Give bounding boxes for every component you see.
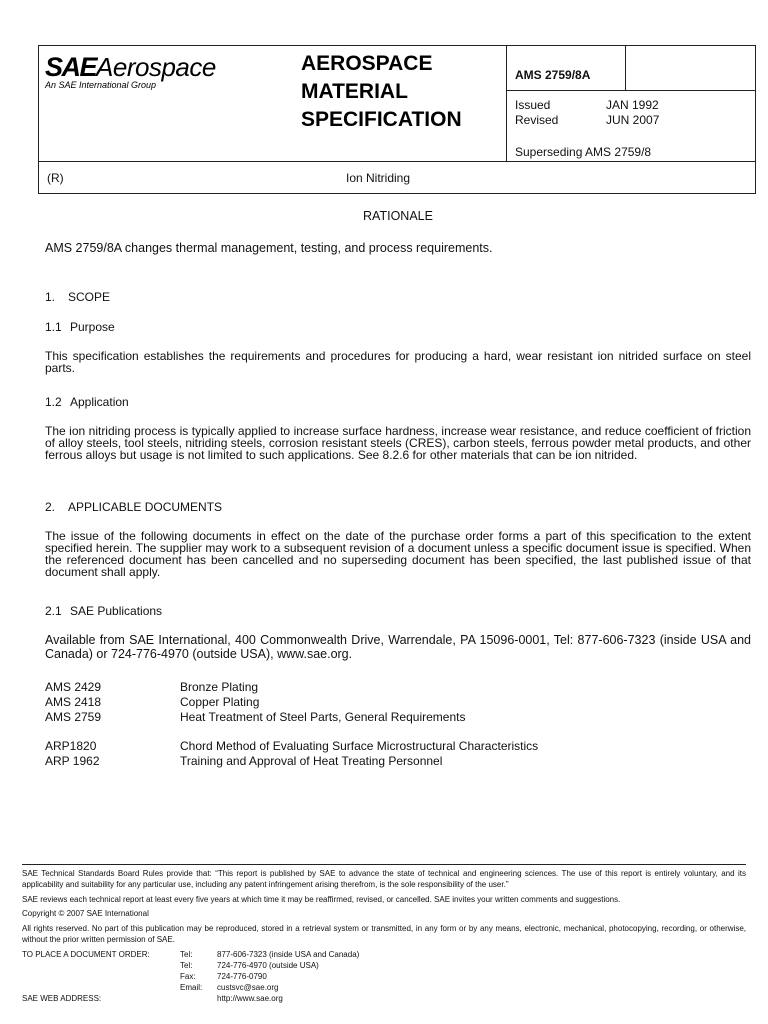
fax-label: Fax: bbox=[180, 972, 196, 981]
section-1-1-number: 1.1 bbox=[45, 320, 62, 334]
section-1-2-number: 1.2 bbox=[45, 395, 62, 409]
document-order-info bbox=[22, 949, 359, 1004]
header-divider-2 bbox=[625, 46, 626, 91]
section-2-title: APPLICABLE DOCUMENTS bbox=[68, 500, 223, 514]
revised-label: Revised bbox=[515, 113, 559, 127]
reference-title: Copper Plating bbox=[180, 695, 260, 709]
revision-mark: (R) bbox=[47, 171, 64, 185]
reference-code: AMS 2759 bbox=[45, 710, 102, 724]
section-2-1-title: SAE Publications bbox=[70, 604, 163, 618]
reference-title: Heat Treatment of Steel Parts, General Requirements bbox=[180, 710, 466, 724]
footer-rules-text: SAE Technical Standards Board Rules provide that: “This report is published by SAE to advance the state of technical and engineering sciences. The use of this report is entirely voluntary, and its applicability and suitability for any particular use, including any patent infringement arising therefrom, is the sole responsibility of the user.” bbox=[22, 869, 746, 889]
reference-row bbox=[45, 739, 538, 754]
title-line-2: MATERIAL bbox=[301, 80, 408, 103]
reference-row bbox=[45, 710, 465, 725]
section-1-1-heading bbox=[45, 320, 115, 334]
footer-rule bbox=[22, 864, 746, 865]
rationale-heading: RATIONALE bbox=[363, 209, 433, 223]
issued-date: JAN 1992 bbox=[606, 98, 659, 112]
document-number: AMS 2759/8A bbox=[515, 68, 591, 82]
rationale-text: AMS 2759/8A changes thermal management, testing, and process requirements. bbox=[45, 241, 493, 255]
reference-title: Training and Approval of Heat Treating Personnel bbox=[180, 754, 443, 768]
title-line-3: SPECIFICATION bbox=[301, 108, 462, 131]
header-divider-1 bbox=[506, 46, 507, 161]
section-1-1-title: Purpose bbox=[70, 320, 115, 334]
superseding: Superseding AMS 2759/8 bbox=[515, 145, 652, 159]
logo-aerospace: Aerospace bbox=[96, 52, 216, 82]
section-1-title: SCOPE bbox=[68, 290, 111, 304]
section-1-2-title: Application bbox=[70, 395, 129, 409]
footer-copyright: Copyright © 2007 SAE International bbox=[22, 909, 149, 918]
tel2-label: Tel: bbox=[180, 961, 193, 970]
reference-code: ARP1820 bbox=[45, 739, 97, 753]
reference-code: ARP 1962 bbox=[45, 754, 100, 768]
section-2-number: 2. bbox=[45, 500, 56, 514]
title-line-1: AEROSPACE bbox=[301, 52, 433, 75]
section-2-1-number: 2.1 bbox=[45, 604, 62, 618]
web-address-link[interactable]: http://www.sae.org bbox=[217, 994, 283, 1003]
reference-row bbox=[45, 754, 538, 769]
spec-title bbox=[301, 50, 462, 134]
sae-aerospace-logo bbox=[45, 52, 216, 90]
revised-date: JUN 2007 bbox=[606, 113, 660, 127]
email-link[interactable]: custsvc@sae.org bbox=[217, 983, 279, 992]
reference-row bbox=[45, 695, 465, 710]
footer-review-text: SAE reviews each technical report at least every five years at which time it may be reaffirmed, revised, or cancelled. SAE invites your written comments and suggestions. bbox=[22, 895, 621, 904]
ams-reference-list bbox=[45, 680, 465, 725]
footer-rights-text: All rights reserved. No part of this publication may be reproduced, stored in a retrieval system or transmitted, in any form or by any means, electronic, mechanical, photocopying, recording, or otherwise, without the prior written permission of SAE. bbox=[22, 924, 746, 944]
spec-subject: Ion Nitriding bbox=[345, 171, 411, 185]
section-1-2-heading bbox=[45, 395, 129, 409]
reference-row bbox=[45, 680, 465, 695]
header-divider-4 bbox=[39, 161, 756, 162]
logo-group: An SAE International Group bbox=[45, 80, 157, 90]
reference-title: Chord Method of Evaluating Surface Microstructural Characteristics bbox=[180, 739, 539, 753]
section-1-heading bbox=[45, 290, 110, 304]
section-2-1-heading bbox=[45, 604, 162, 618]
header-table bbox=[38, 45, 756, 194]
section-1-number: 1. bbox=[45, 290, 56, 304]
section-1-2-text: The ion nitriding process is typically applied to increase surface hardness, increase wear resistance, and reduce coefficient of friction of alloy steels, tool steels, nitriding steels, corrosion resistant steels (CRES), carbon steels, ferrous powder metal products, and other ferrous alloys but usage is not limited to such applications. See 8.2.6 for other materials that can be ion nitrided. bbox=[45, 424, 751, 462]
section-2-text: The issue of the following documents in effect on the date of the purchase order forms a part of this specification to the extent specified herein. The supplier may work to a subsequent revision of a document unless a specific document issue is specified. When the referenced document has been cancelled and no superseding document has been specified, the last published issue of that document shall apply. bbox=[45, 529, 751, 579]
fax-value: 724-776-0790 bbox=[217, 972, 267, 981]
reference-code: AMS 2418 bbox=[45, 695, 102, 709]
issue-dates bbox=[515, 98, 659, 128]
reference-code: AMS 2429 bbox=[45, 680, 102, 694]
header-divider-3 bbox=[506, 90, 756, 91]
section-2-heading bbox=[45, 500, 222, 514]
section-2-1-text: Available from SAE International, 400 Commonwealth Drive, Warrendale, PA 15096-0001, Tel: 877-606-7323 (inside USA and Canada) or 724-776-4970 (outside USA), www.sae.org. bbox=[45, 633, 751, 661]
tel1-value: 877-606-7323 (inside USA and Canada) bbox=[217, 950, 360, 959]
section-1-1-text: This specification establishes the requirements and procedures for producing a hard, wear resistant ion nitrided surface on steel parts. bbox=[45, 349, 751, 375]
tel2-value: 724-776-4970 (outside USA) bbox=[217, 961, 319, 970]
logo-sae: SAE bbox=[45, 52, 97, 82]
web-label: SAE WEB ADDRESS: bbox=[22, 994, 102, 1003]
reference-title: Bronze Plating bbox=[180, 680, 259, 694]
order-label: TO PLACE A DOCUMENT ORDER: bbox=[22, 950, 150, 959]
arp-reference-list bbox=[45, 739, 538, 769]
tel1-label: Tel: bbox=[180, 950, 193, 959]
email-label: Email: bbox=[180, 983, 203, 992]
issued-label: Issued bbox=[515, 98, 551, 112]
